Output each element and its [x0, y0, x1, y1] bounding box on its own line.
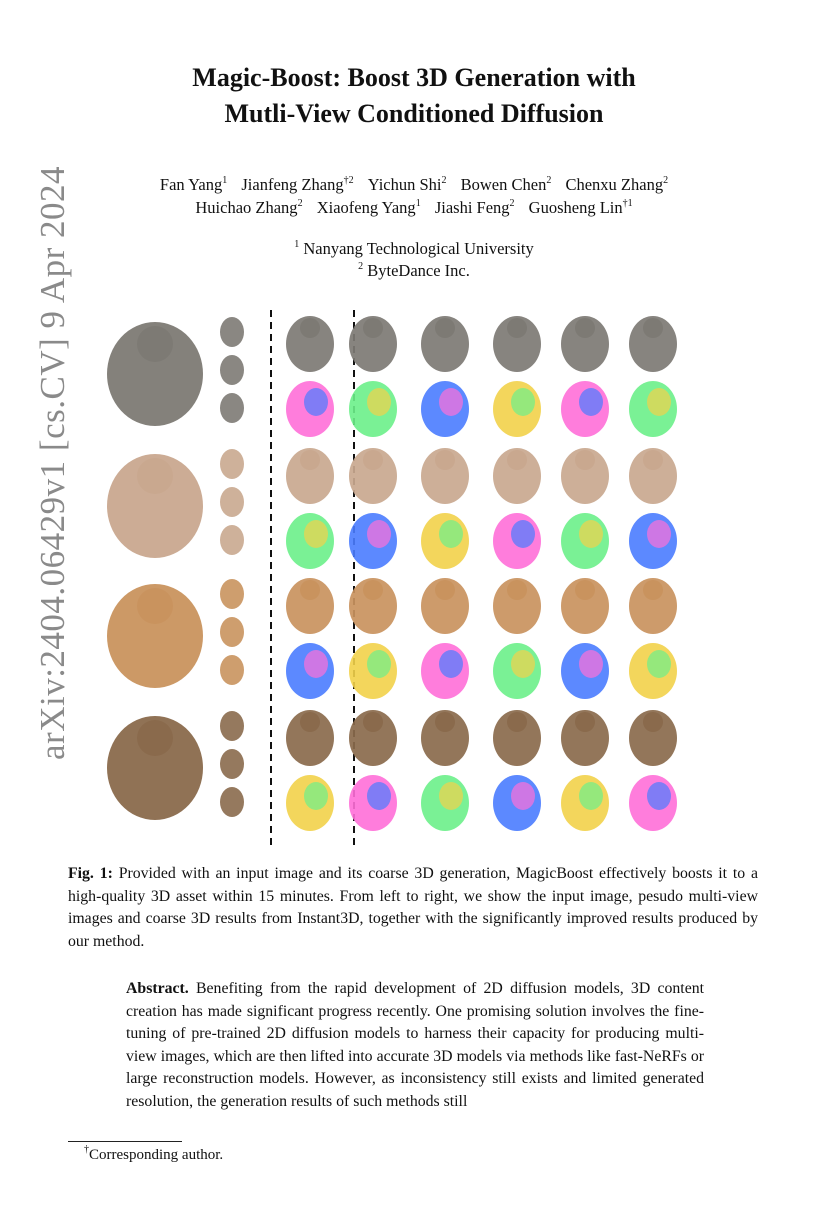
author: Huichao Zhang$^2$	[195, 198, 303, 217]
normal-map-highlight	[367, 650, 391, 678]
normal-map-highlight	[367, 520, 391, 548]
input-image-detail	[137, 588, 173, 624]
input-image-detail	[137, 720, 173, 756]
teaser-figure	[100, 308, 720, 848]
normal-map-highlight	[439, 520, 463, 548]
rendered-view-head	[363, 712, 383, 732]
rendered-view-head	[643, 712, 663, 732]
author: Fan Yang$^1$	[159, 175, 228, 194]
affiliations	[0, 238, 828, 282]
rendered-view-head	[300, 580, 320, 600]
rendered-view-head	[643, 450, 663, 470]
rendered-view-head	[643, 318, 663, 338]
author: Yichun Shi$^2$	[367, 175, 447, 194]
author: Xiaofeng Yang$^1$	[316, 198, 421, 217]
rendered-view-head	[435, 580, 455, 600]
pseudo-view-thumbnail	[220, 787, 244, 817]
author: Bowen Chen$^2$	[460, 175, 552, 194]
figure-caption	[68, 863, 758, 953]
pseudo-view-thumbnail	[220, 579, 244, 609]
affiliation: $^2$ ByteDance Inc.	[358, 261, 470, 280]
normal-map-highlight	[579, 782, 603, 810]
pseudo-view-thumbnail	[220, 355, 244, 385]
input-image-detail	[137, 326, 173, 362]
normal-map-highlight	[367, 388, 391, 416]
normal-map-highlight	[439, 650, 463, 678]
rendered-view-head	[575, 580, 595, 600]
normal-map-highlight	[511, 650, 535, 678]
abstract-label: Abstract.	[126, 980, 189, 997]
normal-map-highlight	[304, 388, 328, 416]
normal-map-highlight	[511, 388, 535, 416]
caption-text: Provided with an input image and its coarse 3D generation, MagicBoost effectively boosts it to a high-quality 3D asset within 15 minutes. From left to right, we show the input image, pesudo multi-view images and coarse 3D results from Instant3D, together with the significantly improved results produced by our method.	[68, 865, 759, 950]
arxiv-identifier-stamp: arXiv:2404.06429v1 [cs.CV] 9 Apr 2024	[33, 165, 72, 760]
rendered-view-head	[643, 580, 663, 600]
pseudo-view-thumbnail	[220, 525, 244, 555]
rendered-view-head	[300, 450, 320, 470]
normal-map-highlight	[647, 520, 671, 548]
footnote-rule	[68, 1141, 182, 1142]
rendered-view-head	[575, 450, 595, 470]
rendered-view-head	[300, 712, 320, 732]
rendered-view-head	[435, 450, 455, 470]
title-line-2: Mutli-View Conditioned Diffusion	[224, 99, 604, 128]
title-line-1: Magic-Boost: Boost 3D Generation with	[192, 63, 636, 92]
normal-map-highlight	[304, 650, 328, 678]
normal-map-highlight	[579, 388, 603, 416]
pseudo-view-thumbnail	[220, 655, 244, 685]
rendered-view-head	[575, 712, 595, 732]
author: Jianfeng Zhang$^{\dagger 2}$	[241, 175, 354, 194]
input-image-detail	[137, 458, 173, 494]
pseudo-view-thumbnail	[220, 711, 244, 741]
author: Guosheng Lin$^{\dagger 1}$	[528, 198, 633, 217]
normal-map-highlight	[511, 782, 535, 810]
normal-map-highlight	[511, 520, 535, 548]
author: Jiashi Feng$^2$	[434, 198, 515, 217]
normal-map-highlight	[304, 520, 328, 548]
author: Chenxu Zhang$^2$	[565, 175, 669, 194]
normal-map-highlight	[579, 650, 603, 678]
pseudo-view-thumbnail	[220, 617, 244, 647]
rendered-view-head	[435, 318, 455, 338]
author-list	[0, 173, 828, 219]
author-line-1	[0, 173, 828, 196]
abstract	[126, 978, 704, 1113]
pseudo-view-thumbnail	[220, 749, 244, 779]
author-line-2	[0, 196, 828, 219]
pseudo-view-thumbnail	[220, 449, 244, 479]
normal-map-highlight	[439, 782, 463, 810]
rendered-view-head	[507, 450, 527, 470]
rendered-view-head	[575, 318, 595, 338]
normal-map-highlight	[304, 782, 328, 810]
normal-map-highlight	[579, 520, 603, 548]
rendered-view-head	[363, 318, 383, 338]
pseudo-view-thumbnail	[220, 487, 244, 517]
rendered-view-head	[300, 318, 320, 338]
normal-map-highlight	[647, 782, 671, 810]
normal-map-highlight	[647, 388, 671, 416]
pseudo-view-thumbnail	[220, 393, 244, 423]
normal-map-highlight	[439, 388, 463, 416]
normal-map-highlight	[367, 782, 391, 810]
rendered-view-head	[435, 712, 455, 732]
abstract-text: Benefiting from the rapid development of 2D diffusion models, 3D content creation has made significant progress recently. One promising solution involves the fine-tuning of pre-trained 2D diffusion models to harness their capacity for producing multi-view images, which are then lifted into accurate 3D models via methods like fast-NeRFs or large reconstruction models. However, as inconsistency still exists and limited generated resolution, the generation results of such methods still	[126, 980, 704, 1110]
rendered-view-head	[507, 318, 527, 338]
footnote: †Corresponding author.	[84, 1144, 224, 1163]
affiliation: $^1$ Nanyang Technological University	[294, 239, 534, 258]
rendered-view-head	[363, 450, 383, 470]
caption-label: Fig. 1:	[68, 865, 113, 882]
figure-image-grid	[100, 308, 720, 848]
rendered-view-head	[363, 580, 383, 600]
pseudo-view-thumbnail	[220, 317, 244, 347]
paper-title	[0, 60, 828, 132]
normal-map-highlight	[647, 650, 671, 678]
rendered-view-head	[507, 712, 527, 732]
rendered-view-head	[507, 580, 527, 600]
